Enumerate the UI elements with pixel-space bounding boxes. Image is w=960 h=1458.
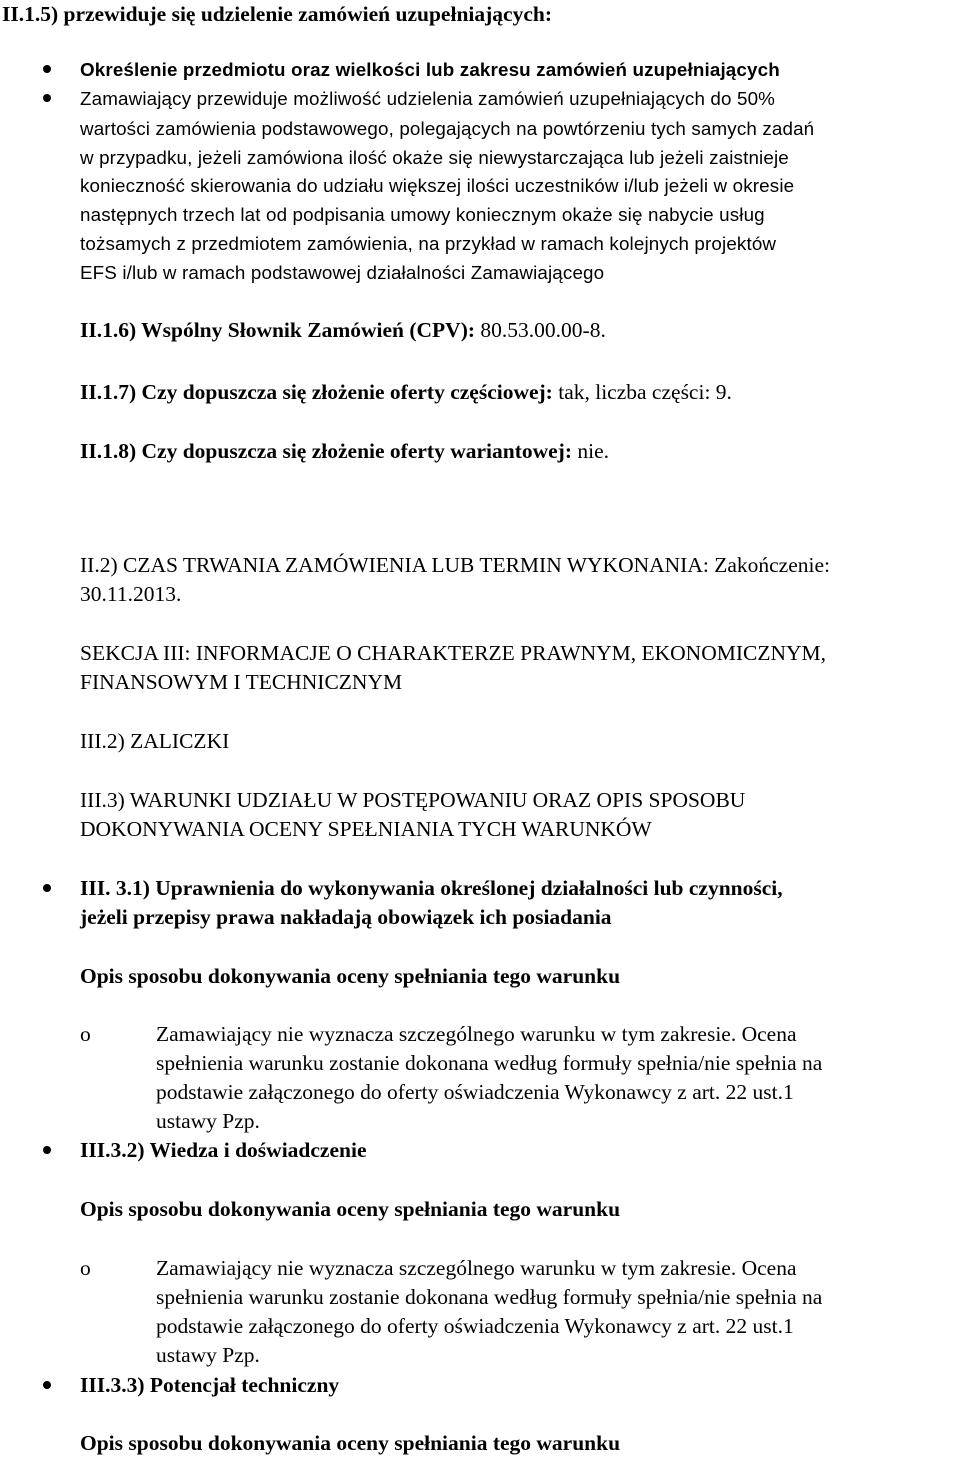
cpv-label: II.1.6) Wspólny Słownik Zamówień (CPV): [80,318,476,342]
subsection-heading-III-3-1: jeżeli przepisy prawa nakładają obowiązek ich posiadania [80,905,612,929]
bullet-icon [43,94,51,102]
bullet-icon [43,1146,51,1154]
subsection-heading-III-3-1: III. 3.1) Uprawnienia do wykonywania określonej działalności lub czynności, [80,876,783,900]
section-heading-III-3: III.3) WARUNKI UDZIAŁU W POSTĘPOWANIU ORAZ OPIS SPOSOBU [80,788,746,812]
duration-value: Zakończenie: [708,553,831,577]
condition-subheading: Opis sposobu dokonywania oceny spełniania tego warunku [80,1431,621,1455]
bullet-icon [43,65,51,73]
section-III-title: FINANSOWYM I TECHNICZNYM [80,670,403,694]
cpv-value: 80.53.00.00-8. [475,318,606,342]
condition-subheading: Opis sposobu dokonywania oceny spełniania tego warunku [80,964,621,988]
variant-offer-line [80,437,609,466]
variant-offer-label: II.1.8) Czy dopuszcza się złożenie oferty wariantowej: [80,439,572,463]
paragraph-line: spełnienia warunku zostanie dokonana według formuły spełnia/nie spełnia na [156,1051,823,1075]
cpv-line [80,316,606,345]
section-heading-III-2: III.2) ZALICZKI [80,729,230,753]
variant-offer-value: nie. [572,439,610,463]
duration-line [80,551,830,580]
bullet-icon [43,1381,51,1389]
section-heading-III-3: DOKONYWANIA OCENY SPEŁNIANIA TYCH WARUNKÓW [80,817,652,841]
partial-offer-value: tak, liczba części: 9. [552,380,732,404]
paragraph-line: podstawie załączonego do oferty oświadczenia Wykonawcy z art. 22 ust.1 [156,1314,794,1338]
paragraph-line: Zamawiający przewiduje możliwość udzielenia zamówień uzupełniających do 50% [80,88,776,109]
bullet-heading: Określenie przedmiotu oraz wielkości lub zakresu zamówień uzupełniających [80,59,780,80]
circle-bullet-icon: o [80,1022,91,1046]
circle-bullet-icon: o [80,1256,91,1280]
paragraph-line: Zamawiający nie wyznacza szczególnego warunku w tym zakresie. Ocena [156,1256,797,1280]
partial-offer-line [80,378,732,407]
subsection-heading-III-3-2: III.3.2) Wiedza i doświadczenie [80,1138,367,1162]
paragraph-line: podstawie załączonego do oferty oświadczenia Wykonawcy z art. 22 ust.1 [156,1080,794,1104]
section-III-title: SEKCJA III: INFORMACJE O CHARAKTERZE PRAWNYM, EKONOMICZNYM, [80,641,827,665]
paragraph-line: spełnienia warunku zostanie dokonana według formuły spełnia/nie spełnia na [156,1285,823,1309]
paragraph-line: następnych trzech lat od podpisania umowy koniecznym okaże się nabycie usług [80,204,765,225]
subsection-heading-III-3-3: III.3.3) Potencjał techniczny [80,1373,340,1397]
duration-date: 30.11.2013. [80,582,182,606]
paragraph-line: Zamawiający nie wyznacza szczególnego warunku w tym zakresie. Ocena [156,1022,797,1046]
section-heading-II-1-5: II.1.5) przewiduje się udzielenie zamówień uzupełniających: [2,2,552,26]
paragraph-line: wartości zamówienia podstawowego, polegających na powtórzeniu tych samych zadań [80,118,815,139]
paragraph-line: konieczność skierowania do udziału większej ilości uczestników i/lub jeżeli w okresie [80,175,795,196]
paragraph-line: EFS i/lub w ramach podstawowej działalności Zamawiającego [80,262,605,283]
paragraph-line: w przypadku, jeżeli zamówiona ilość okaże się niewystarczająca lub jeżeli zaistnieje [80,147,789,168]
paragraph-line: ustawy Pzp. [156,1343,260,1367]
duration-label: II.2) CZAS TRWANIA ZAMÓWIENIA LUB TERMIN WYKONANIA: [80,553,709,577]
paragraph-line: tożsamych z przedmiotem zamówienia, na przykład w ramach kolejnych projektów [80,233,777,254]
paragraph-line: ustawy Pzp. [156,1109,260,1133]
condition-subheading: Opis sposobu dokonywania oceny spełniania tego warunku [80,1197,621,1221]
partial-offer-label: II.1.7) Czy dopuszcza się złożenie oferty częściowej: [80,380,553,404]
bullet-icon [43,884,51,892]
